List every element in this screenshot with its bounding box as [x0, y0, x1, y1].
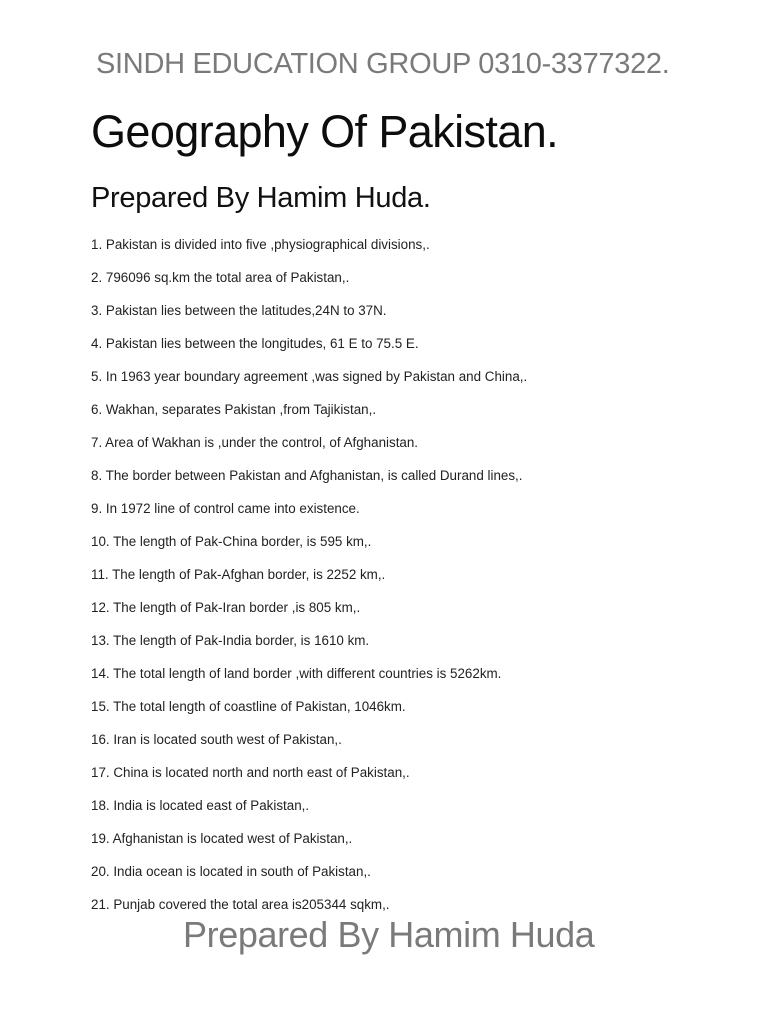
document-subtitle: Prepared By Hamim Huda.: [91, 182, 431, 214]
fact-item: 17. China is located north and north east of Pakistan,.: [91, 765, 410, 780]
fact-item: 21. Punjab covered the total area is205344 sqkm,.: [91, 897, 390, 912]
fact-item: 16. Iran is located south west of Pakistan,.: [91, 732, 342, 747]
fact-item: 14. The total length of land border ,with different countries is 5262km.: [91, 666, 502, 681]
fact-item: 8. The border between Pakistan and Afghanistan, is called Durand lines,.: [91, 468, 523, 483]
header-banner: SINDH EDUCATION GROUP 0310-3377322.: [96, 48, 670, 80]
fact-item: 2. 796096 sq.km the total area of Pakistan,.: [91, 270, 350, 285]
footer-credit: Prepared By Hamim Huda: [183, 914, 595, 955]
fact-item: 12. The length of Pak-Iran border ,is 805 km,.: [91, 600, 361, 615]
fact-item: 20. India ocean is located in south of Pakistan,.: [91, 864, 371, 879]
fact-item: 3. Pakistan lies between the latitudes,24N to 37N.: [91, 303, 387, 318]
fact-item: 7. Area of Wakhan is ,under the control, of Afghanistan.: [91, 435, 419, 450]
fact-item: 13. The length of Pak-India border, is 1610 km.: [91, 633, 370, 648]
fact-list: [91, 236, 527, 929]
fact-item: 9. In 1972 line of control came into existence.: [91, 501, 360, 516]
fact-item: 15. The total length of coastline of Pakistan, 1046km.: [91, 699, 406, 714]
fact-item: 5. In 1963 year boundary agreement ,was signed by Pakistan and China,.: [91, 369, 528, 384]
fact-item: 1. Pakistan is divided into five ,physiographical divisions,.: [91, 237, 430, 252]
fact-item: 19. Afghanistan is located west of Pakistan,.: [91, 831, 353, 846]
fact-item: 6. Wakhan, separates Pakistan ,from Tajikistan,.: [91, 402, 377, 417]
fact-item: 10. The length of Pak-China border, is 595 km,.: [91, 534, 372, 549]
fact-item: 4. Pakistan lies between the longitudes, 61 E to 75.5 E.: [91, 336, 419, 351]
document-title: Geography Of Pakistan.: [91, 106, 559, 157]
fact-item: 18. India is located east of Pakistan,.: [91, 798, 310, 813]
fact-item: 11. The length of Pak-Afghan border, is 2252 km,.: [91, 567, 386, 582]
